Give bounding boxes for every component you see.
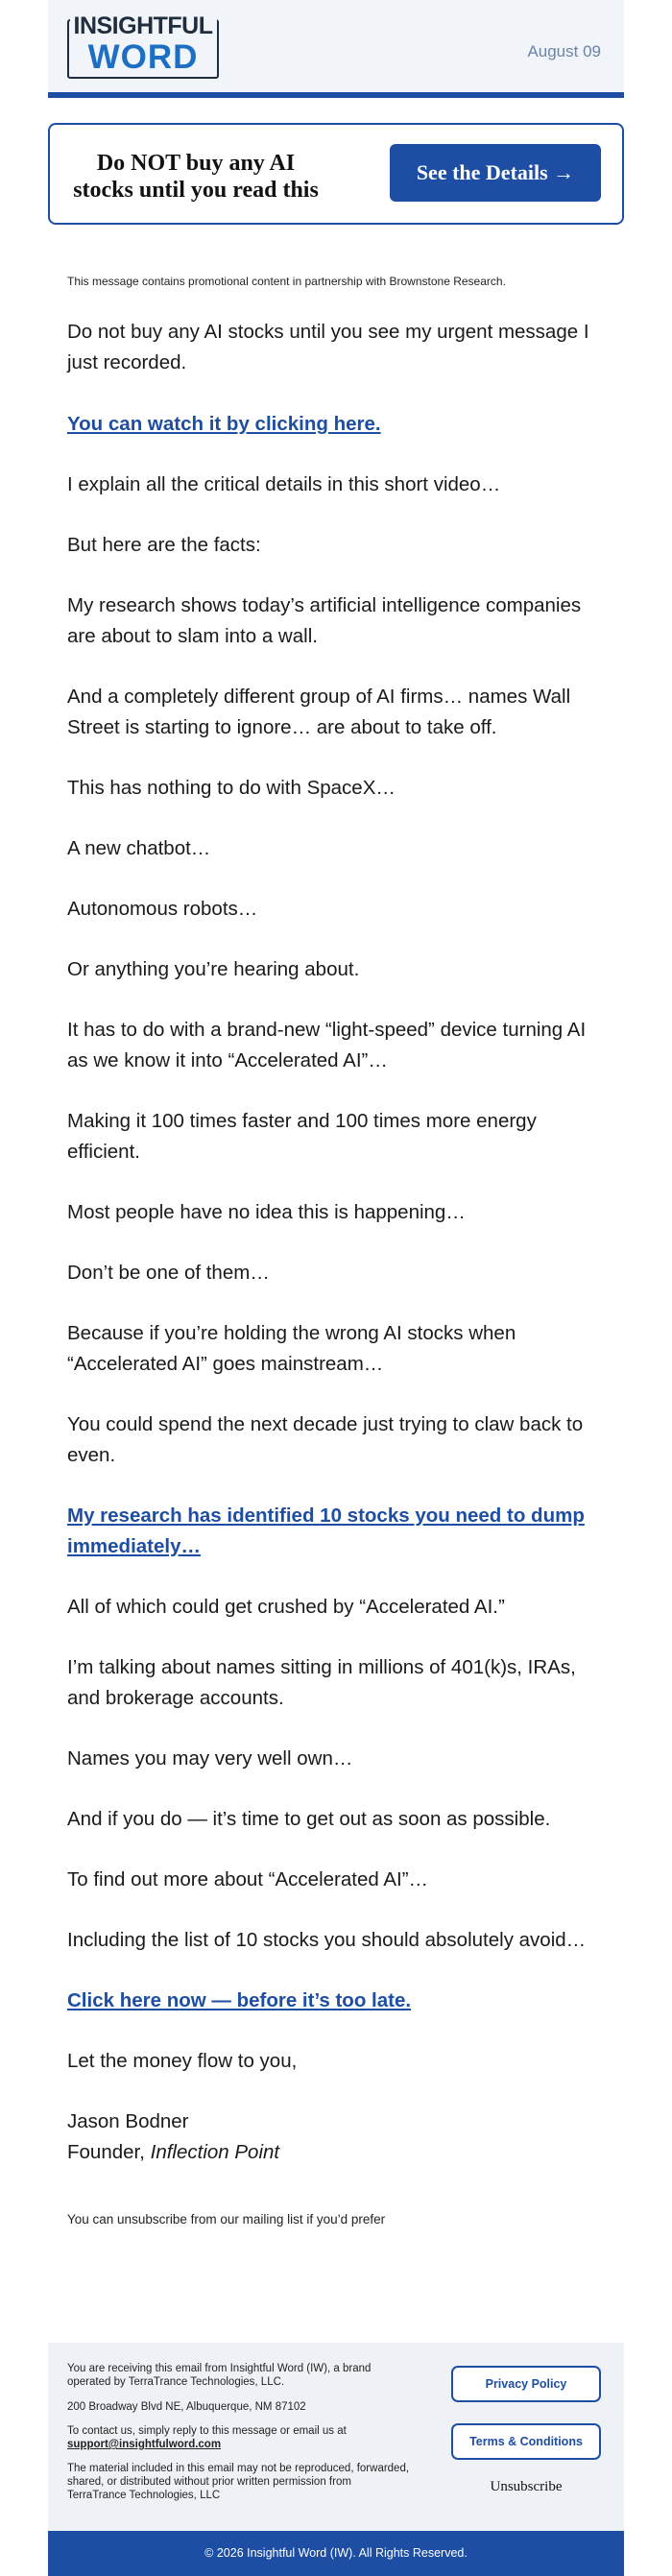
footer-contact — [67, 2424, 413, 2451]
banner-headline: Do NOT buy any AI stocks until you read this — [73, 151, 319, 203]
support-email-link[interactable]: support@insightfulword.com — [67, 2439, 222, 2450]
paragraph: You could spend the next decade just trying to claw back to even. — [67, 1413, 584, 1466]
paragraph: Do not buy any AI stocks until you see my urgent message I just recorded. — [67, 321, 589, 373]
paragraph: Making it 100 times faster and 100 times more energy efficient. — [67, 1110, 537, 1163]
paragraph: To find out more about “Accelerated AI”… — [67, 1868, 429, 1890]
logo-bottom-text: WORD — [87, 38, 199, 76]
click-here-now-link[interactable]: Click here now — before it’s too late. — [67, 1989, 412, 2011]
paragraph: I explain all the critical details in this short video… — [67, 473, 501, 495]
paragraph: Including the list of 10 stocks you should absolutely avoid… — [67, 1929, 587, 1951]
terms-conditions-button[interactable]: Terms & Conditions — [451, 2423, 601, 2460]
copyright-bar: © 2026 Insightful Word (IW). All Rights Reserved. — [48, 2531, 624, 2576]
email-header — [48, 0, 624, 98]
email-date: August 09 — [527, 42, 601, 60]
footer-material-notice: The material included in this email may not be reproduced, forwarded, shared, or distributed without prior written permission from TerraTrance Technologies, LLC — [67, 2463, 410, 2501]
unsubscribe-link[interactable]: Unsubscribe — [490, 2479, 563, 2494]
footer-address: 200 Broadway Blvd NE, Albuquerque, NM 87102 — [67, 2401, 306, 2413]
dump-stocks-link[interactable]: My research has identified 10 stocks you need to dump immediately… — [67, 1505, 585, 1557]
paragraph: Don’t be one of them… — [67, 1262, 270, 1284]
watch-video-link[interactable]: You can watch it by clicking here. — [67, 413, 381, 435]
signature-name: Jason Bodner — [67, 2110, 189, 2132]
paragraph: Or anything you’re hearing about. — [67, 958, 360, 980]
paragraph: Because if you’re holding the wrong AI stocks when “Accelerated AI” goes mainstream… — [67, 1322, 516, 1375]
publication-name: Inflection Point — [150, 2141, 280, 2163]
footer-receiving-text: You are receiving this email from Insightful Word (IW), a brand operated by TerraTrance Technologies, LLC. — [67, 2363, 372, 2388]
paragraph: Autonomous robots… — [67, 898, 258, 920]
logo-top-text: INSIGHTFUL — [69, 12, 217, 39]
promo-banner — [48, 123, 624, 225]
footer-contact-text: To contact us, simply reply to this message or email us at — [67, 2425, 347, 2437]
paragraph: I’m talking about names sitting in millions of 401(k)s, IRAs, and brokerage accounts. — [67, 1656, 576, 1709]
signature-role: Founder, — [67, 2141, 151, 2163]
paragraph: Most people have no idea this is happening… — [67, 1201, 466, 1223]
paragraph: And a completely different group of AI firms… names Wall Street is starting to ignore… are about to take off. — [67, 686, 571, 738]
unsubscribe-note: You can unsubscribe from our mailing list if you’d prefer — [67, 2212, 386, 2227]
promo-disclaimer: This message contains promotional content in partnership with Brownstone Research. — [67, 275, 506, 288]
paragraph: This has nothing to do with SpaceX… — [67, 777, 396, 799]
paragraph: All of which could get crushed by “Accelerated AI.” — [67, 1596, 505, 1618]
signature-title — [67, 2137, 605, 2168]
insightful-word-logo[interactable] — [67, 12, 219, 79]
sign-off: Let the money flow to you, — [67, 2050, 298, 2072]
email-footer — [48, 2343, 624, 2531]
paragraph: And if you do — it’s time to get out as soon as possible. — [67, 1808, 551, 1830]
paragraph: But here are the facts: — [67, 534, 261, 556]
paragraph: My research shows today’s artificial intelligence companies are about to slam into a wall. — [67, 594, 582, 647]
see-details-button[interactable]: See the Details → — [390, 144, 601, 202]
privacy-policy-button[interactable]: Privacy Policy — [451, 2366, 601, 2402]
paragraph: A new chatbot… — [67, 837, 211, 859]
paragraph: Names you may very well own… — [67, 1747, 353, 1769]
paragraph: It has to do with a brand-new “light-speed” device turning AI as we know it into “Accelerated AI”… — [67, 1019, 587, 1071]
